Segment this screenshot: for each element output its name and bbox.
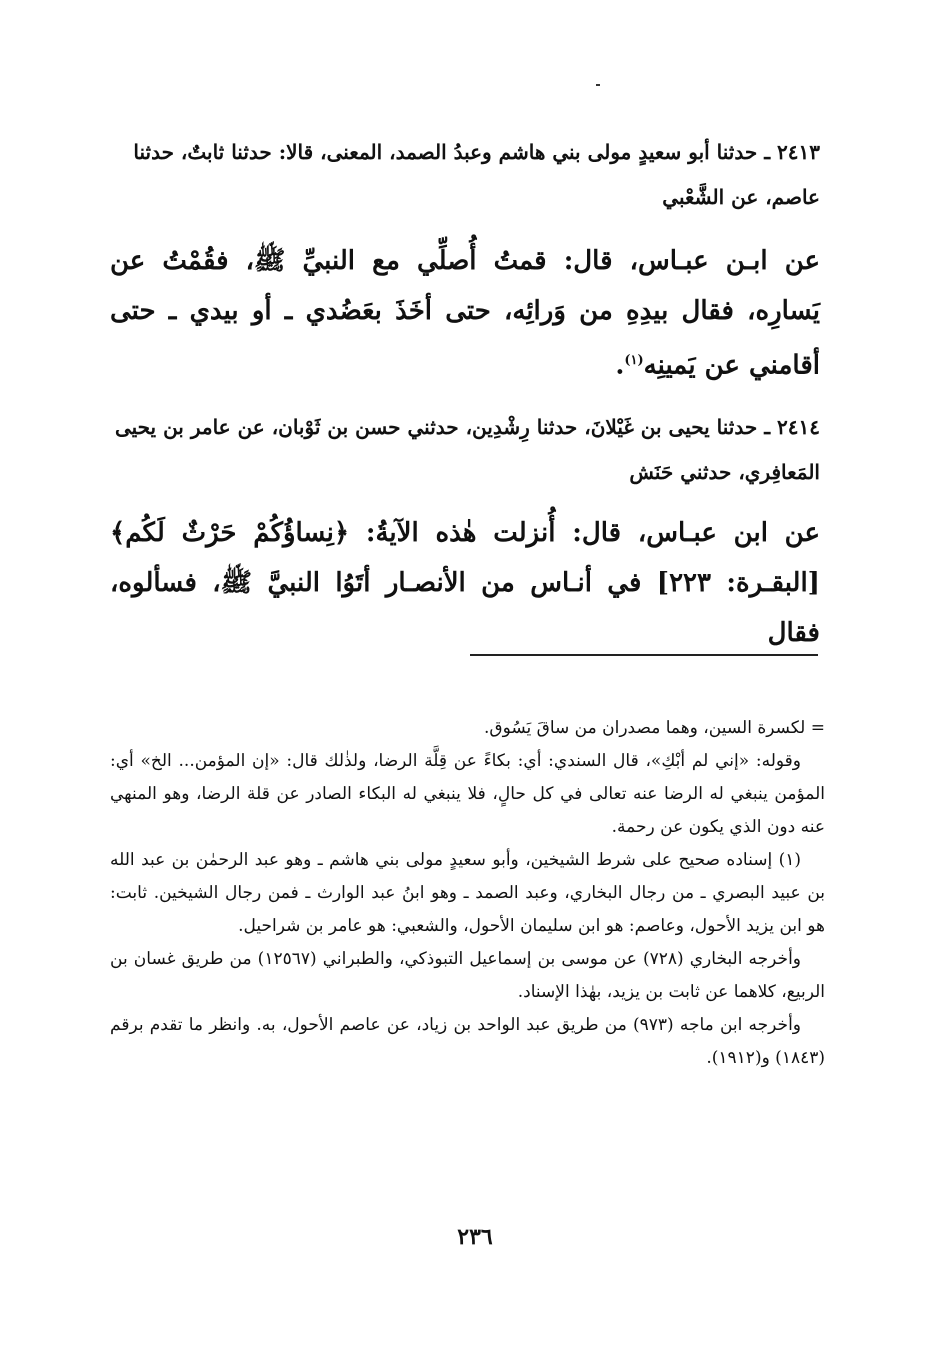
hadith-2413-sanad-text: ـ حدثنا أبو سعيدٍ مولى بني هاشم وعبدُ الصمد، المعنى، قالا: حدثنا ثابتٌ، حدثنا عاصم، عن الشَّعْبي (133, 140, 820, 209)
footnote-ref-1[interactable]: (١) (624, 353, 644, 368)
hadith-2414-sanad (110, 405, 820, 495)
page-number: ٢٣٦ (457, 1224, 493, 1250)
hadith-2413-end: . (615, 350, 625, 381)
footnote-1-takhrij-2: وأخرجه ابن ماجه (٩٧٣) من طريق عبد الواحد بن زياد، عن عاصم الأحول، به. وانظر ما تقدم برقم (١٨٤٣) و(١٩١٢). (110, 1015, 825, 1068)
hadith-2413-sanad (110, 130, 820, 220)
hadith-2414-matn-text: عن ابن عبـاس، قال: أُنزلت هٰذه الآيةُ: ﴿نِساؤُكُمْ حَرْثٌ لَكُم﴾ [البقـرة: ٢٢٣] في أنـاس من الأنصـار أتَوُا النبيَّ ﷺ، فسألوه، فقال (110, 518, 820, 648)
footnote-continued: = لكسرة السين، وهما مصدران من ساقَ يَسُوق. (483, 718, 825, 738)
hadith-2414-matn (110, 508, 820, 658)
hadith-2414-sanad-text: ـ حدثنا يحيى بن غَيْلانَ، حدثنا رِشْدِين، حدثني حسن بن ثَوْبان، عن عامر بن يحيى المَعافِري، حدثني حَنَش (114, 415, 820, 484)
hadith-2413-number: ٢٤١٣ (777, 140, 820, 164)
hadith-2414-number: ٢٤١٤ (777, 415, 820, 439)
footnote-1: (١) إسناده صحيح على شرط الشيخين، وأبو سعيدٍ مولى بني هاشم ـ وهو عبد الرحمٰن بن عبد الله بن عبيد البصري ـ من رجال البخاري، وعبد الصمد ـ وهو ابنُ عبد الوارث ـ فمن رجال الشيخين. ثابت: هو ابن يزيد الأحول، وعاصم: هو ابن سليمان الأحول، والشعبي: هو عامر بن شراحيل. (110, 850, 825, 936)
hadith-2413-matn (110, 236, 820, 391)
hadith-2413-matn-text: عن ابـن عبـاس، قال: قمتُ أُصلِّي مع النبيِّ ﷺ، فقُمْتُ عن يَسارِه، فقال بيدِهِ من وَرائِه، حتى أخَذَ بعَضُدي ـ أو بيدي ـ حتى أقامني عن يَمينِه (110, 246, 820, 381)
footnote-paragraph: وقوله: «إني لم أبْكِ»، قال السندي: أي: بكاءً عن قِلَّة الرضا، ولذٰلك قال: «إن المؤمن... الخ» أي: المؤمن ينبغي له الرضا عنه تعالى في كل حالٍ، فلا ينبغي له البكاء الصادر عن قلة الرضا، وهو المنهي عنه دون الذي يكون عن رحمة. (110, 751, 825, 837)
footnote-separator (470, 654, 818, 656)
footnote-1-takhrij: وأخرجه البخاري (٧٢٨) عن موسى بن إسماعيل التبوذكي، والطبراني (١٢٥٦٧) من طريق غسان بن الربيع، كلاهما عن ثابت بن يزيد، بهٰذا الإسناد. (110, 949, 825, 1002)
footnotes (110, 712, 825, 1075)
page-mark (596, 84, 600, 86)
